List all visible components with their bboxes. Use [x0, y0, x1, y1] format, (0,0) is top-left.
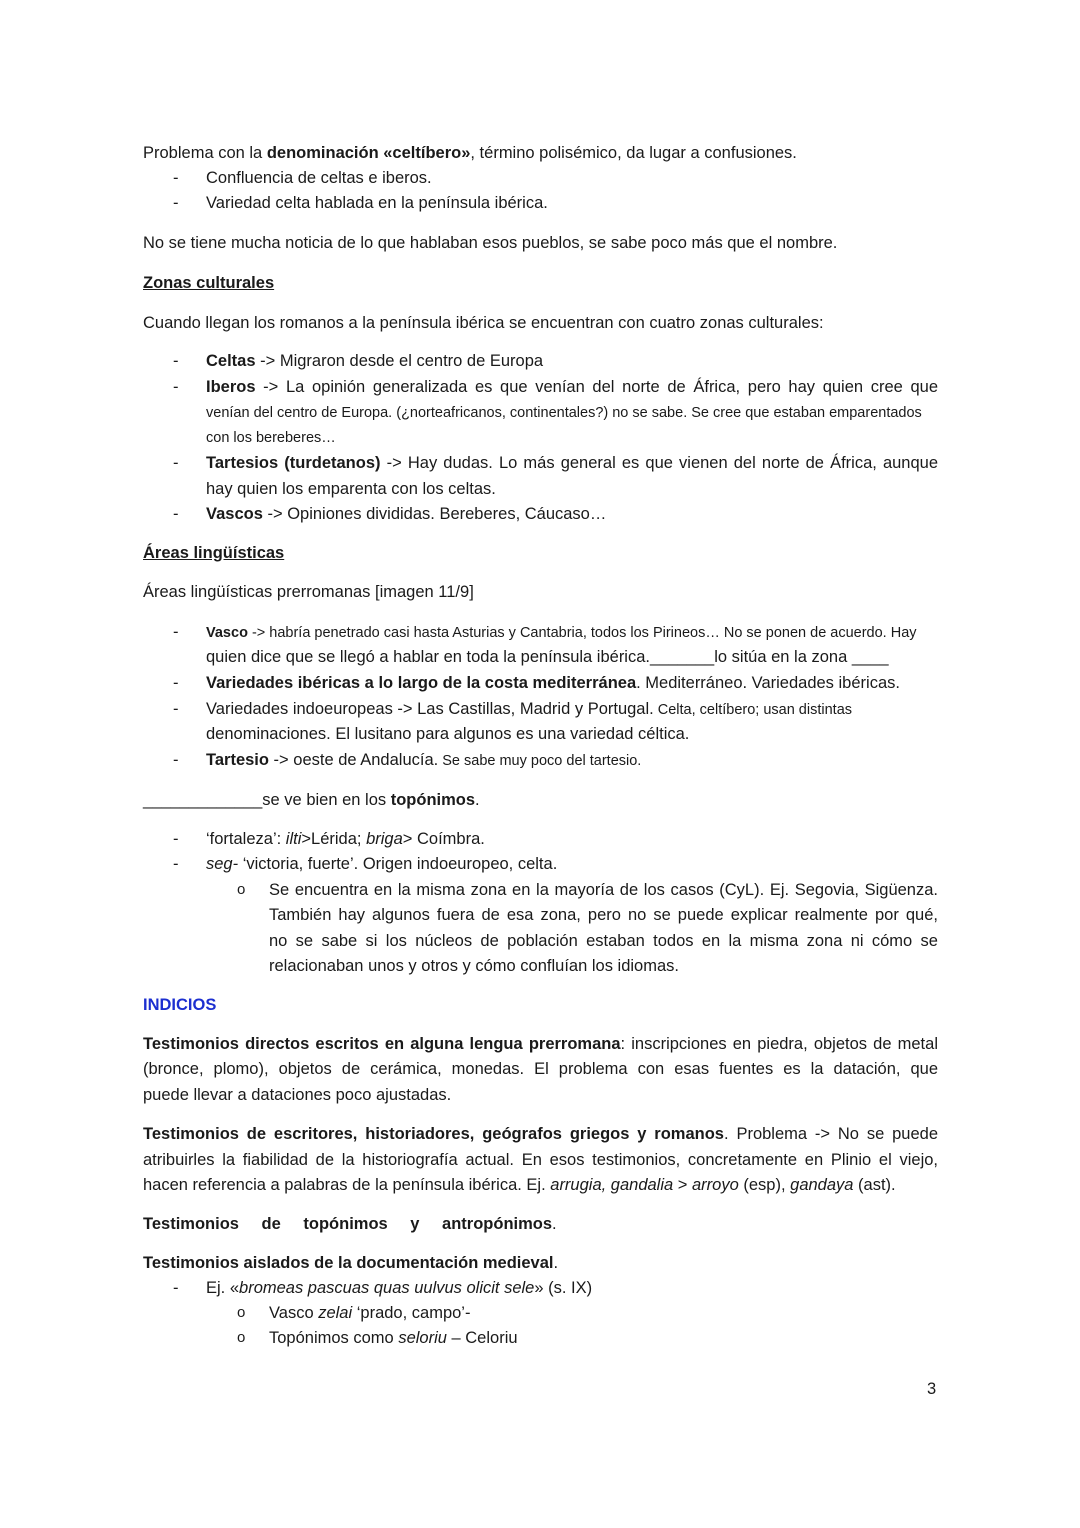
text: ‘prado, campo’-: [352, 1304, 471, 1322]
bold-term: Testimonios aislados de la documentación medieval: [143, 1254, 554, 1272]
paragraph-testimonios-escritores: [143, 1123, 938, 1145]
text: . Mediterráneo. Variedades ibéricas.: [636, 674, 900, 692]
text: -> habría penetrado casi hasta Asturias y Cantabria, todos los Pirineos…: [247, 625, 720, 641]
text: -> Migraron desde el centro de Europa: [255, 352, 544, 370]
list-item-tartesio: [206, 749, 641, 772]
sub-list-continuation: relacionaban unos y otros y cómo confluían los idiomas.: [269, 957, 679, 975]
dash-bullet: -: [173, 830, 179, 848]
italic-term: ilti: [285, 830, 302, 848]
celtibero-paragraph: [143, 142, 797, 164]
list-item-continuation: con los bereberes…: [206, 430, 336, 446]
list-item-continuation: [206, 401, 922, 424]
text: (ast).: [853, 1176, 896, 1194]
text: -> oeste de Andalucía.: [268, 751, 439, 769]
text: Se sabe muy poco del tartesio.: [438, 753, 642, 769]
text: quien dice que se llegó a hablar en toda la península ibérica.: [206, 648, 650, 666]
bold-term: Vascos: [206, 505, 263, 523]
dash-bullet: -: [173, 700, 179, 718]
paragraph: Áreas lingüísticas prerromanas [imagen 11/9]: [143, 583, 474, 601]
text: ‘victoria, fuerte’. Origen indoeuropeo, celta.: [238, 855, 558, 873]
blank-line: ____: [851, 648, 889, 666]
dash-bullet: -: [173, 194, 179, 212]
text: (¿norteafricanos, continentales?) no se sabe. Se cree que estaban emparentados: [392, 405, 922, 421]
list-item-continuation: [206, 646, 889, 668]
dash-bullet: -: [173, 454, 179, 472]
list-item-indoeuropeas: [206, 698, 852, 721]
paragraph: Cuando llegan los romanos a la península ibérica se encuentran con cuatro zonas culturales:: [143, 314, 824, 332]
paragraph-toponimos-antroponimos: [143, 1213, 557, 1235]
italic-term: arroyo: [692, 1176, 739, 1194]
text: lo sitúa en la zona: [714, 648, 852, 666]
text: » (s. IX): [534, 1279, 593, 1297]
list-item-continuation: hay quien los emparenta con los celtas.: [206, 480, 496, 498]
blank-line: _______: [650, 648, 715, 666]
text: (esp),: [738, 1176, 791, 1194]
text: > Coímbra.: [402, 830, 485, 848]
list-item-vascos: [206, 503, 606, 525]
text: >Lérida;: [301, 830, 367, 848]
sub-list-item: Se encuentra en la misma zona en la mayoría de los casos (CyL). Ej. Segovia, Sigüenza.: [269, 881, 938, 899]
paragraph-continuation: [143, 1174, 896, 1196]
italic-term: arrugia, gandalia: [550, 1176, 674, 1194]
toponimos-paragraph: [143, 789, 480, 811]
italic-term: seg-: [206, 855, 239, 873]
section-heading-areas: Áreas lingüísticas: [143, 544, 285, 562]
blank-line: _____________: [143, 791, 263, 809]
text: .: [553, 1254, 559, 1272]
italic-term: seloriu: [398, 1329, 447, 1347]
text: -> Hay dudas. Lo más general es que vienen del norte de África, aunque: [380, 454, 939, 472]
text: : inscripciones en piedra, objetos de metal: [620, 1035, 938, 1053]
dash-bullet: -: [173, 623, 179, 641]
paragraph-documentacion-medieval: [143, 1252, 558, 1274]
text: Celta, celtíbero; usan distintas: [653, 702, 853, 718]
dash-bullet: -: [173, 751, 179, 769]
sub-list-item: [269, 1302, 470, 1324]
text: >: [673, 1176, 692, 1194]
bold-term: Variedades ibéricas a lo largo de la costa mediterránea: [206, 674, 637, 692]
dash-bullet: -: [173, 169, 179, 187]
italic-term: briga: [366, 830, 403, 848]
bold-term: Iberos: [206, 378, 256, 396]
text: venían del centro de Europa.: [206, 405, 393, 421]
dash-bullet: -: [173, 378, 179, 396]
paragraph-continuation: (bronce, plomo), objetos de cerámica, monedas. El problema con esas fuentes es la datación, que: [143, 1060, 938, 1078]
list-item-continuation: denominaciones. El lusitano para algunos es una variedad céltica.: [206, 725, 690, 743]
list-item-seg: [206, 853, 557, 875]
text: Topónimos como: [269, 1329, 399, 1347]
paragraph-testimonios-directos: [143, 1033, 938, 1055]
text: Variedades indoeuropeas -> Las Castillas, Madrid y Portugal.: [206, 700, 654, 718]
bold-term: Tartesio: [206, 751, 269, 769]
text: se ve bien en los: [262, 791, 391, 809]
dash-bullet: -: [173, 505, 179, 523]
paragraph-continuation: atribuirles la fiabilidad de la historiografía actual. En esos testimonios, concretamente en Plinio el viejo,: [143, 1151, 938, 1169]
list-item-ibericas: [206, 672, 900, 694]
text: ‘fortaleza’:: [206, 830, 286, 848]
text: -> La opinión generalizada es que venían del norte de África, pero hay quien cree que: [255, 378, 938, 396]
italic-term: gandaya: [790, 1176, 854, 1194]
italic-term: bromeas pascuas quas uulvus olicit sele: [239, 1279, 535, 1297]
text: Ej. «: [206, 1279, 240, 1297]
dash-bullet: -: [173, 855, 179, 873]
bold-term: Vasco: [206, 625, 248, 641]
text: hacen referencia a palabras de la península ibérica. Ej.: [143, 1176, 551, 1194]
section-heading-zonas: Zonas culturales: [143, 274, 275, 292]
text: .: [552, 1215, 557, 1233]
italic-term: zelai: [318, 1304, 353, 1322]
bold-term: Testimonios de escritores, historiadores, geógrafos griegos y romanos: [143, 1125, 724, 1143]
list-item-ejemplo: [206, 1277, 592, 1299]
circle-bullet: o: [237, 1304, 246, 1321]
bold-term: Testimonios de topónimos y antropónimos: [143, 1215, 553, 1233]
text: , término polisémico, da lugar a confusiones.: [470, 144, 797, 162]
text: Vasco: [269, 1304, 319, 1322]
text: -> Opiniones divididas. Bereberes, Cáucaso…: [262, 505, 607, 523]
bold-term: Celtas: [206, 352, 256, 370]
sub-list-continuation: También hay algunos fuera de esa zona, pero no se puede explicar realmente por qué,: [269, 906, 938, 924]
text: No se ponen de acuerdo. Hay: [719, 625, 917, 641]
circle-bullet: o: [237, 881, 246, 898]
page-number: 3: [927, 1380, 937, 1398]
list-item-iberos: [206, 376, 938, 398]
list-item: Variedad celta hablada en la península ibérica.: [206, 194, 548, 212]
circle-bullet: o: [237, 1329, 246, 1346]
dash-bullet: -: [173, 674, 179, 692]
bold-term: denominación «celtíbero»: [266, 144, 471, 162]
list-item-tartesios: [206, 452, 938, 474]
sub-list-continuation: no se sabe si los núcleos de población estaban todos en la misma zona ni cómo se: [269, 932, 938, 950]
bold-term: topónimos: [390, 791, 476, 809]
text: – Celoriu: [446, 1329, 518, 1347]
paragraph: No se tiene mucha noticia de lo que hablaban esos pueblos, se sabe poco más que el nombre.: [143, 234, 838, 252]
section-heading-indicios: INDICIOS: [143, 996, 217, 1014]
list-item-celtas: [206, 350, 543, 372]
text: .: [475, 791, 480, 809]
list-item-vasco: [206, 621, 917, 644]
dash-bullet: -: [173, 1279, 179, 1297]
bold-term: Testimonios directos escritos en alguna lengua prerromana: [143, 1035, 621, 1053]
bold-term: Tartesios (turdetanos): [206, 454, 381, 472]
list-item: Confluencia de celtas e iberos.: [206, 169, 432, 187]
list-item-fortaleza: [206, 828, 485, 850]
dash-bullet: -: [173, 352, 179, 370]
text: Problema con la: [143, 144, 267, 162]
text: . Problema -> No se puede: [724, 1125, 939, 1143]
sub-list-item: [269, 1327, 518, 1349]
paragraph-continuation: puede llevar a dataciones poco ajustadas.: [143, 1086, 452, 1104]
